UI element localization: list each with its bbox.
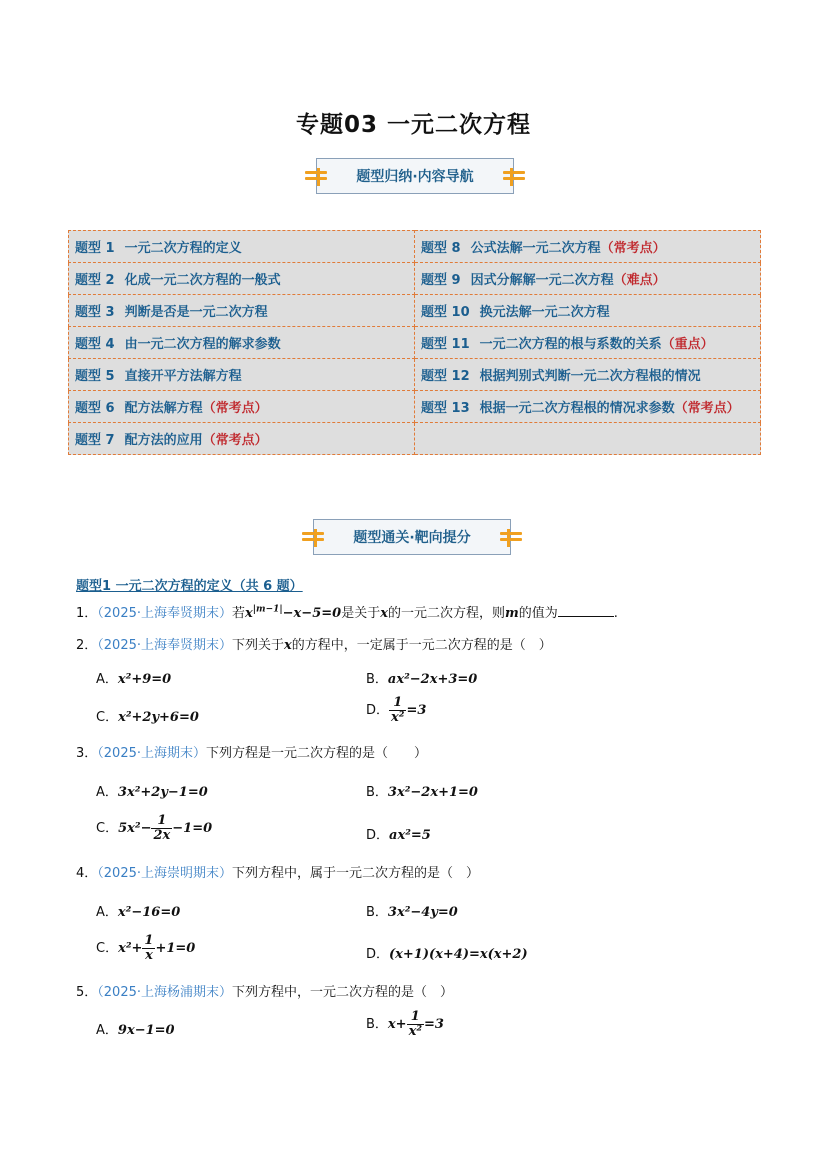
nav-item[interactable]: 题型 7 配方法的应用（常考点） — [69, 423, 415, 455]
q5-option-a[interactable]: A．9x−1=0 — [96, 1023, 175, 1038]
q2-option-a[interactable]: A．x²+9=0 — [96, 672, 172, 687]
nav-item[interactable]: 题型 13 根据一元二次方程根的情况求参数（常考点） — [415, 391, 761, 423]
nav-item[interactable]: 题型 6 配方法解方程（常考点） — [69, 391, 415, 423]
q3-option-d[interactable]: D．ax²=5 — [366, 828, 431, 843]
question-1: 1．（2025·上海奉贤期末）若$x^{|m-1|}-x-5=0$是关于x的一元二次方程，则m的值为 . — [76, 604, 618, 621]
q4-option-d[interactable]: D．(x+1)(x+4)=x(x+2) — [366, 947, 528, 962]
q4-option-a[interactable]: A．x²−16=0 — [96, 905, 181, 920]
nav-item[interactable]: 题型 10 换元法解一元二次方程 — [415, 295, 761, 327]
q3-option-b[interactable]: B．3x²−2x+1=0 — [366, 785, 478, 800]
nav-item[interactable]: 题型 9 因式分解解一元二次方程（难点） — [415, 263, 761, 295]
nav-item[interactable]: 题型 1 一元二次方程的定义 — [69, 231, 415, 263]
q3-option-a[interactable]: A．3x²+2y−1=0 — [96, 785, 208, 800]
topic-navigation-table — [68, 230, 761, 455]
nav-item[interactable]: 题型 2 化成一元二次方程的一般式 — [69, 263, 415, 295]
nav-item[interactable]: 题型 12 根据判别式判断一元二次方程根的情况 — [415, 359, 761, 391]
page-title: 专题03 一元二次方程 — [295, 112, 531, 138]
banner-deco-right-icon — [500, 529, 522, 547]
nav-item[interactable]: 题型 4 由一元二次方程的解求参数 — [69, 327, 415, 359]
answer-blank[interactable] — [558, 604, 614, 617]
q3-option-c[interactable]: C．5x²− $\frac{1}{2x}$ −1=0 — [96, 813, 213, 843]
section-heading: 题型1 一元二次方程的定义（共 6 题） — [76, 579, 303, 594]
question-4: 4．（2025·上海崇明期末）下列方程中，属于一元二次方程的是（ ） — [76, 866, 480, 881]
nav-item[interactable]: 题型 8 公式法解一元二次方程（常考点） — [415, 231, 761, 263]
banner-deco-right-icon — [503, 168, 525, 186]
q4-option-b[interactable]: B．3x²−4y=0 — [366, 905, 458, 920]
q4-option-c[interactable]: C．x²+ $\frac{1}{x}$ +1=0 — [96, 933, 196, 963]
banner-navigation — [316, 158, 514, 194]
nav-empty-cell — [415, 423, 761, 455]
q2-option-c[interactable]: C．x²+2y+6=0 — [96, 710, 199, 725]
banner-practice — [313, 519, 511, 555]
banner-navigation-label: 题型归纳·内容导航 — [356, 169, 474, 185]
banner-practice-label: 题型通关·靶向提分 — [353, 530, 471, 546]
q5-option-b[interactable]: B．x+ $\frac{1}{\text{x²}}$ =3 — [366, 1009, 444, 1039]
banner-deco-left-icon — [302, 529, 324, 547]
question-5: 5．（2025·上海杨浦期末）下列方程中，一元二次方程的是（ ） — [76, 985, 454, 1000]
question-3: 3．（2025·上海期末）下列方程是一元二次方程的是（ ） — [76, 746, 428, 761]
banner-deco-left-icon — [305, 168, 327, 186]
question-2: 2．（2025·上海奉贤期末）下列关于x的方程中，一定属于一元二次方程的是（ ） — [76, 638, 552, 653]
q2-option-d[interactable]: D． $\frac{1}{\text{x²}}$ =3 — [366, 695, 427, 725]
nav-item[interactable]: 题型 5 直接开平方法解方程 — [69, 359, 415, 391]
nav-item[interactable]: 题型 11 一元二次方程的根与系数的关系（重点） — [415, 327, 761, 359]
q2-option-b[interactable]: B．ax²−2x+3=0 — [366, 672, 478, 687]
nav-item[interactable]: 题型 3 判断是否是一元二次方程 — [69, 295, 415, 327]
